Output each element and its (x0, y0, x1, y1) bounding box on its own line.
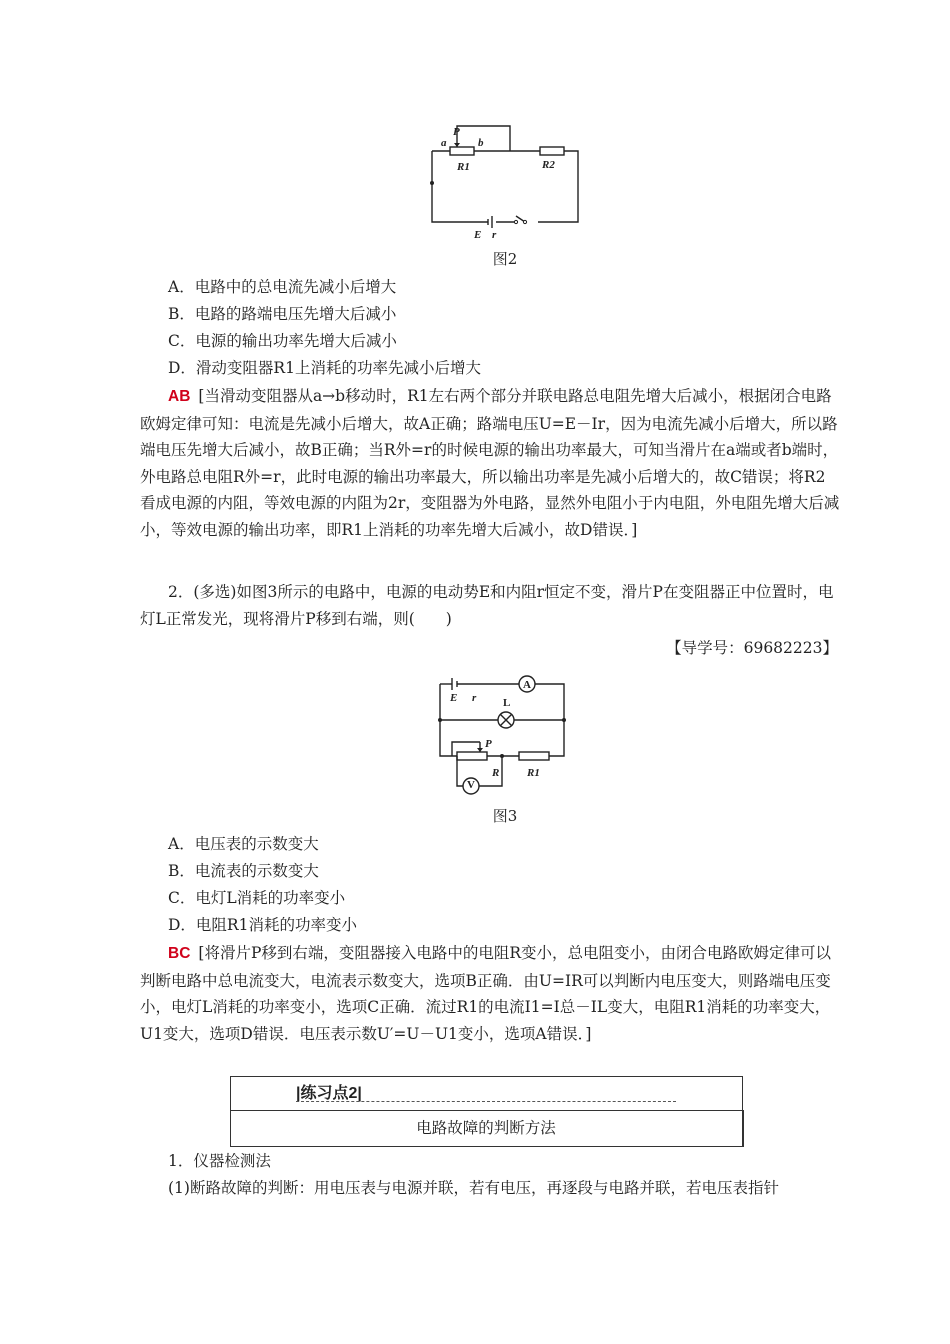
label-rheostat: R (492, 767, 500, 779)
label-a: a (441, 137, 447, 149)
label-r: r (492, 229, 497, 241)
q2-option-c: C．电灯L消耗的功率变小 (168, 889, 346, 907)
method-heading: 1．仪器检测法 (168, 1152, 271, 1170)
figure-2-caption: 图2 (492, 250, 518, 268)
voltmeter-label: V (467, 779, 475, 791)
label-r: r (472, 692, 477, 704)
label-e: E (474, 229, 482, 241)
q2-answer-text: [将滑片P移到右端，变阻器接入电路中的电阻R变小，总电阻变小，由闭合电路欧姆定律可以判断电路中总电流变大，电流表示数变大，选项B正确．由U=IR可以判断内电压变大，则路端电压变小，电灯L消耗的功率变小，选项C正确．流过R1的电流I1=I总－IL变大，电阻R1消耗的功率变大，U1变大，选项D错误．电压表示数U′=U－U1变小，选项A错误．] (140, 944, 832, 1043)
section-tag: |练习点2| (296, 1085, 362, 1102)
q2-option-d: D．电阻R1消耗的功率变小 (168, 916, 357, 934)
lamp-label: L (503, 697, 511, 709)
label-p: P (485, 738, 492, 750)
label-r2: R2 (542, 159, 555, 171)
section-box-top (230, 1076, 742, 1077)
q1-option-c: C．电源的输出功率先增大后减小 (168, 332, 397, 350)
label-b: b (478, 137, 484, 149)
q1-option-d: D．滑动变阻器R1上消耗的功率先减小后增大 (168, 359, 481, 377)
q2-stem: 2．(多选)如图3所示的电路中，电源的电动势E和内阻r恒定不变，滑片P在变阻器正中位置时，电灯L正常发光，现将滑片P移到右端，则( ) (140, 583, 834, 628)
label-r1: R1 (527, 767, 540, 779)
figure-3-circuit (432, 672, 574, 800)
q2-option-a: A．电压表的示数变大 (168, 835, 319, 853)
q2-answer (140, 940, 840, 1047)
figure-3-caption: 图3 (492, 807, 518, 825)
label-p: P (453, 126, 460, 138)
label-e: E (450, 692, 458, 704)
section-title: 电路故障的判断方法 (416, 1119, 556, 1137)
q1-option-b: B．电路的路端电压先增大后减小 (168, 305, 397, 323)
q2-option-b: B．电流表的示数变大 (168, 862, 319, 880)
q2-answer-key: BC (168, 945, 191, 962)
q2-guide-number: 【导学号：69682223】 (666, 639, 838, 657)
method-line: (1)断路故障的判断：用电压表与电源并联，若有电压，再逐段与电路并联，若电压表指针 (168, 1179, 779, 1197)
figure-2-circuit (420, 120, 590, 245)
section-dashed-line (296, 1101, 676, 1102)
q1-answer (140, 383, 840, 543)
q1-answer-text: [当滑动变阻器从a→b移动时，R1左右两个部分并联电路总电阻先增大后减小，根据闭合电路欧姆定律可知：电流是先减小后增大，故A正确；路端电压U=E－Ir，因为电流先减小后增大，所以路端电压先增大后减小，故B正确；当R外=r的时候电源的输出功率最大，可知当滑片在a端或者b端时，外电路总电阻R外=r，此时电源的输出功率最大，所以输出功率是先减小后增大的，故C错误；将R2看成电源的内阻，等效电源的内阻为2r，变阻器为外电路，显然外电阻小于内电阻，外电阻先增大后减小，等效电源的输出功率，即R1上消耗的功率先增大后减小，故D错误．] (140, 387, 840, 539)
q1-answer-key: AB (168, 388, 191, 405)
label-r1: R1 (457, 161, 470, 173)
q1-option-a: A．电路中的总电流先减小后增大 (168, 278, 397, 296)
ammeter-label: A (523, 679, 531, 691)
